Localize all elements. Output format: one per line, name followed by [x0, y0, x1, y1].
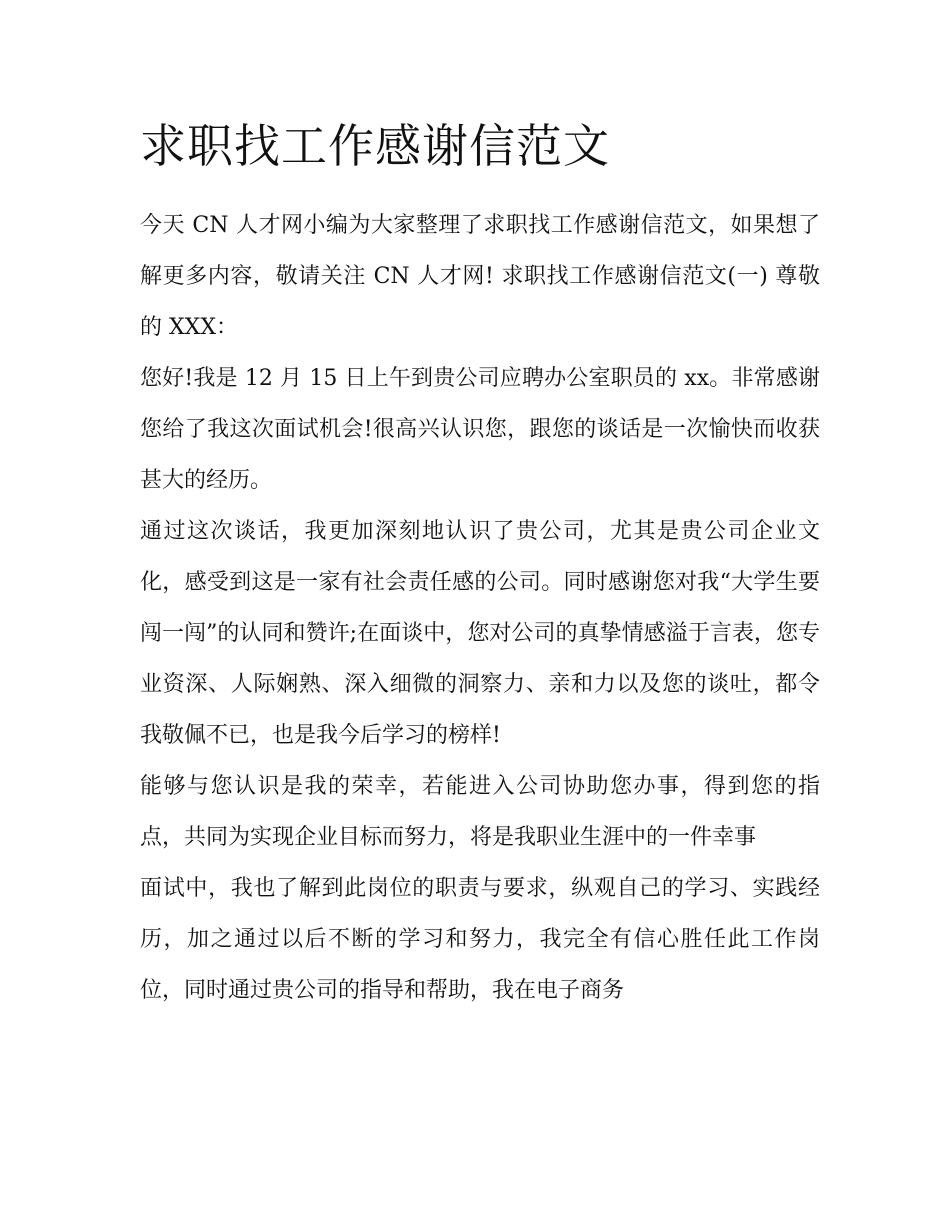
document-title: 求职找工作感谢信范文 [140, 119, 610, 173]
paragraph-honor: 能够与您认识是我的荣幸，若能进入公司协助您办事，得到您的指点，共同为实现企业目标而努力，将是我职业生涯中的一件幸事 [140, 774, 820, 850]
document-body [140, 200, 820, 1016]
paragraph-intro: 今天 CN 人才网小编为大家整理了求职找工作感谢信范文，如果想了解更多内容，敬请关注 CN 人才网! 求职找工作感谢信范文(一) 尊敬的 XXX： [140, 213, 820, 340]
paragraph-confidence: 面试中，我也了解到此岗位的职责与要求，纵观自己的学习、实践经历，加之通过以后不断的学习和努力，我完全有信心胜任此工作岗位，同时通过贵公司的指导和帮助，我在电子商务 [140, 876, 820, 1003]
paragraph-greeting: 您好!我是 12 月 15 日上午到贵公司应聘办公室职员的 xx。非常感谢您给了我这次面试机会!很高兴认识您，跟您的谈话是一次愉快而收获甚大的经历。 [140, 366, 820, 493]
paragraph-impression: 通过这次谈话，我更加深刻地认识了贵公司，尤其是贵公司企业文化，感受到这是一家有社会责任感的公司。同时感谢您对我“大学生要闯一闯”的认同和赞许;在面谈中，您对公司的真挚情感溢于言表，您专业资深、人际娴熟、深入细微的洞察力、亲和力以及您的谈吐，都令我敬佩不已，也是我今后学习的榜样! [140, 519, 820, 748]
